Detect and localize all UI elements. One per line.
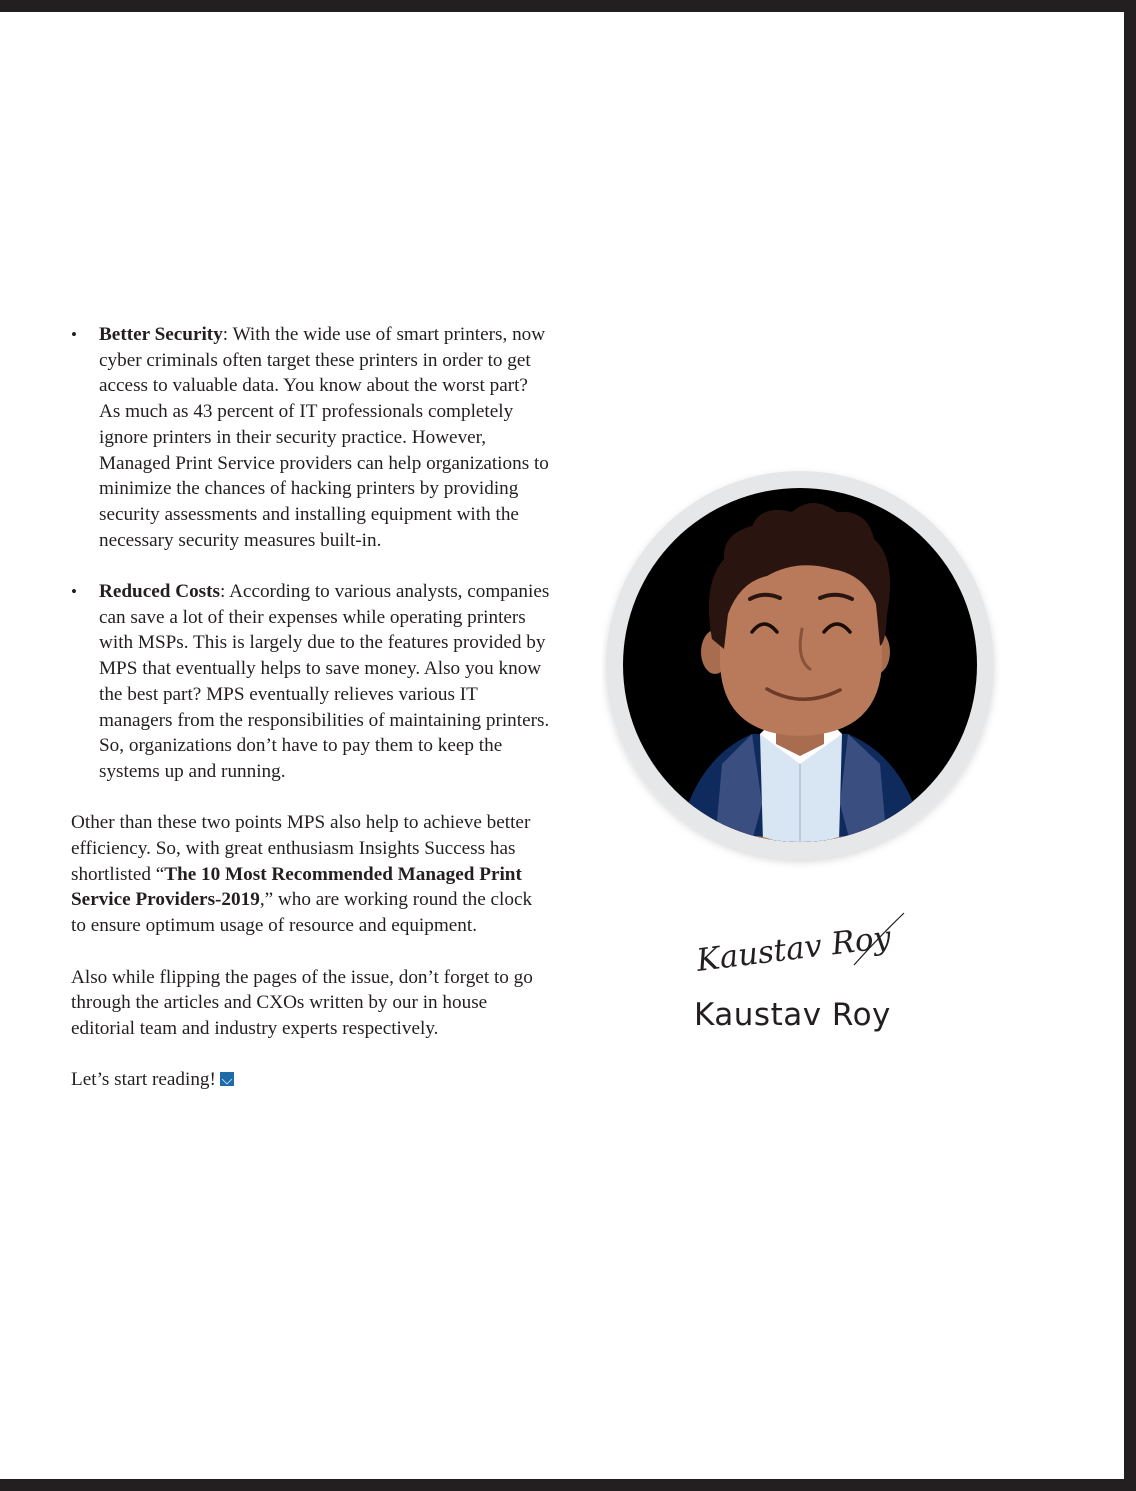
closing-line: Let’s start reading!	[71, 1067, 551, 1093]
efficiency-paragraph: Other than these two points MPS also help to achieve better efficiency. So, with great enthusiasm Insights Success has shortlisted “The 10 Most Recommended Managed Print Service Providers-2019,” who are working round the clock to ensure optimum usage of resource and equipment.	[71, 812, 533, 937]
publication-end-mark-icon	[220, 1072, 234, 1086]
author-avatar-illustration	[602, 464, 1000, 878]
author-name: Kaustav Roy	[694, 997, 891, 1033]
bullet-text: : With the wide use of smart printers, now cyber criminals often target these printers in order to get access to valuable data. You know about the worst part? As much as 43 percent of IT professionals completely ignore printers in their security practice. However, Managed Print Service providers can help organizations to minimize the chances of hacking printers by providing security assessments and installing equipment with the necessary security measures built-in.	[99, 324, 549, 551]
bullet-better-security	[71, 322, 551, 553]
bullet-list	[71, 322, 551, 785]
signature-text: Kaustav Roy	[694, 919, 893, 979]
bullet-heading: Better Security	[99, 324, 223, 345]
issue-paragraph: Also while flipping the pages of the issue, don’t forget to go through the articles and CXOs written by our in house editorial team and industry experts respectively.	[71, 966, 533, 1039]
bullet-text: : According to various analysts, companies can save a lot of their expenses while operating printers with MSPs. This is largely due to the features provided by MPS that eventually helps to save money. Also you know the best part? MPS eventually relieves various IT managers from the responsibilities of maintaining printers. So, organizations don’t have to pay them to keep the systems up and running.	[99, 581, 550, 782]
magazine-page	[0, 12, 1124, 1479]
list-title: The 10 Most Recommended Managed Print Service Providers-2019	[71, 863, 522, 911]
bullet-heading: Reduced Costs	[99, 581, 220, 603]
bullet-reduced-costs	[71, 579, 551, 785]
author-signature	[694, 907, 914, 991]
editorial-column	[71, 322, 551, 1119]
